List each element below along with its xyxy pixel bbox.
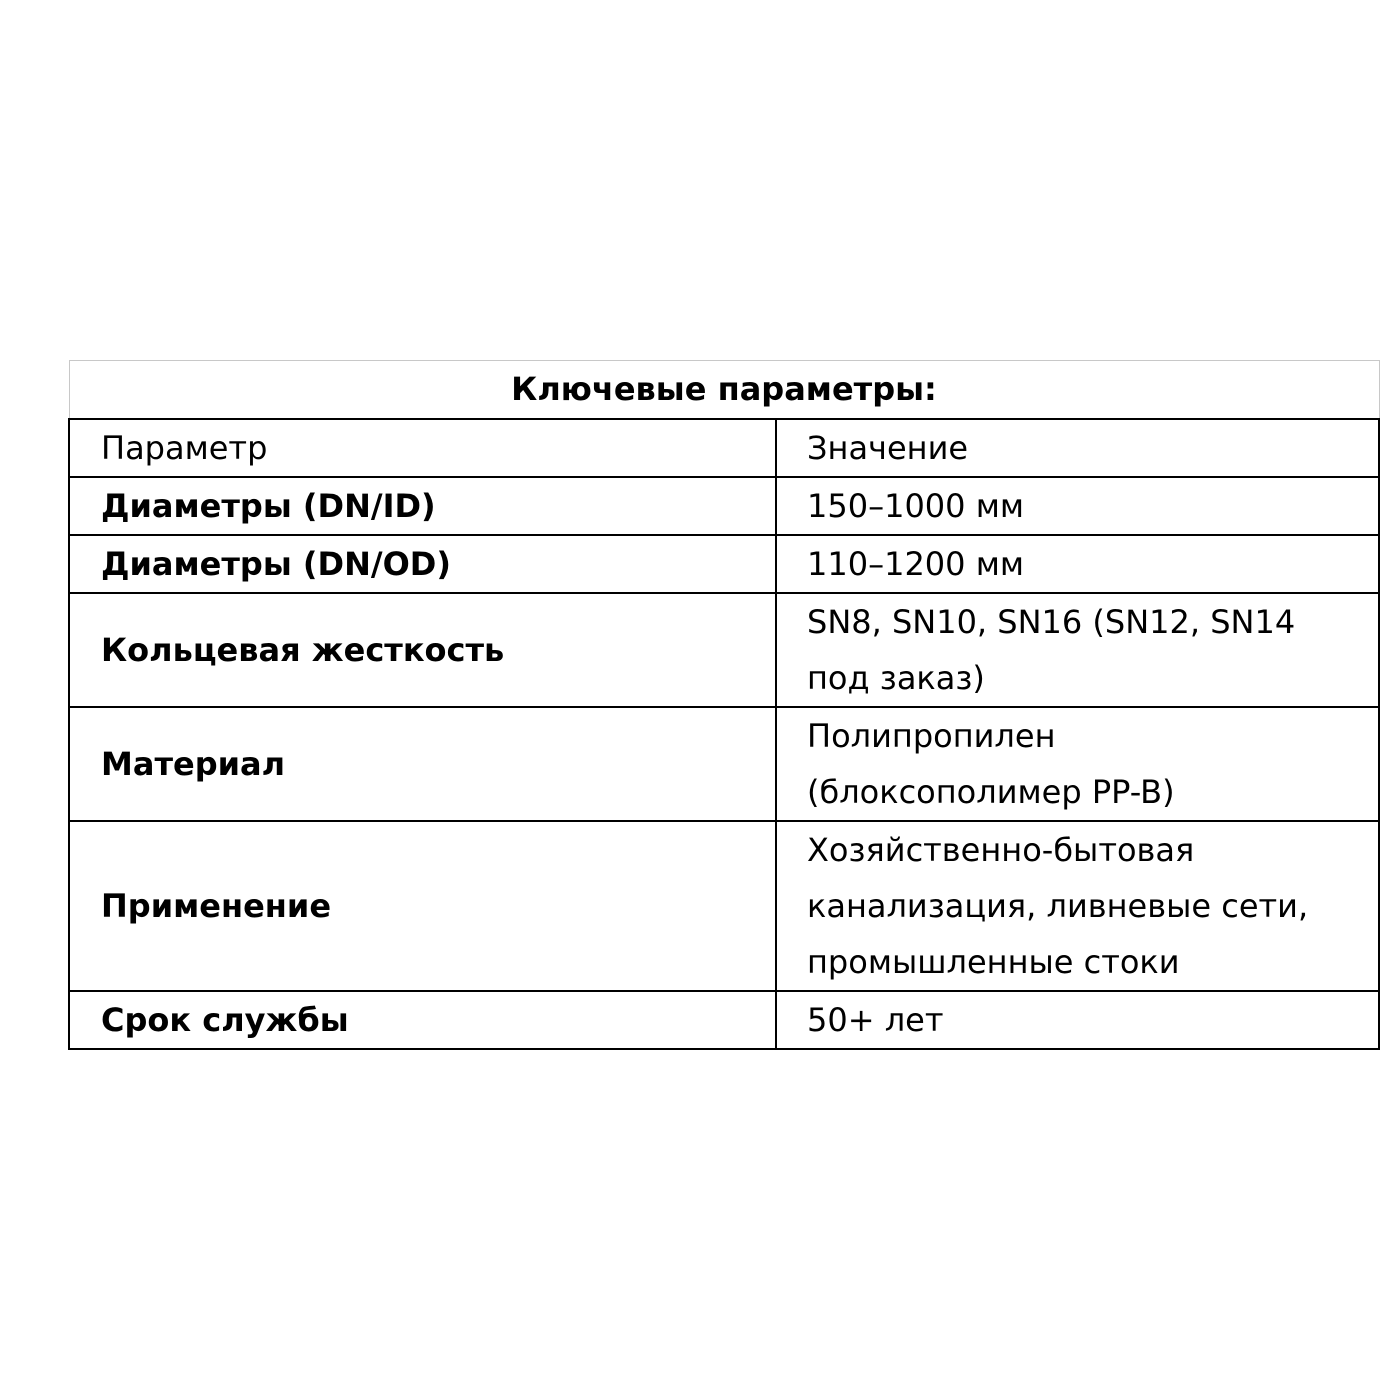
- param-value: [776, 593, 1379, 707]
- param-value: [776, 991, 1379, 1049]
- table-header-row: [69, 419, 1379, 477]
- param-name: Материал: [69, 707, 776, 821]
- column-header-value: Значение: [776, 419, 1379, 477]
- param-value-line: SN8, SN10, SN16 (SN12, SN14: [807, 602, 1296, 641]
- param-value-line: (блоксополимер PP-B): [807, 772, 1175, 811]
- table-row: [69, 593, 1379, 707]
- table-row: [69, 477, 1379, 535]
- table-row: [69, 821, 1379, 991]
- param-value: [776, 707, 1379, 821]
- table-row: [69, 707, 1379, 821]
- param-value-line: 50+ лет: [807, 1000, 944, 1039]
- param-value-line: 110–1200 мм: [807, 544, 1024, 583]
- param-value-line: 150–1000 мм: [807, 486, 1024, 525]
- param-value: [776, 821, 1379, 991]
- param-name: Диаметры (DN/ID): [69, 477, 776, 535]
- table-title: Ключевые параметры:: [69, 361, 1379, 419]
- param-value-line: Хозяйственно-бытовая: [807, 830, 1195, 869]
- param-name: Кольцевая жесткость: [69, 593, 776, 707]
- table-row: [69, 535, 1379, 593]
- column-header-param: Параметр: [69, 419, 776, 477]
- param-value: [776, 535, 1379, 593]
- key-parameters-table: [68, 360, 1380, 1050]
- param-value-line: промышленные стоки: [807, 942, 1180, 981]
- param-value-line: Полипропилен: [807, 716, 1056, 755]
- param-name: Применение: [69, 821, 776, 991]
- param-value: [776, 477, 1379, 535]
- param-name: Срок службы: [69, 991, 776, 1049]
- param-value-line: канализация, ливневые сети,: [807, 886, 1309, 925]
- param-value-line: под заказ): [807, 658, 985, 697]
- param-name: Диаметры (DN/OD): [69, 535, 776, 593]
- table-title-row: [69, 361, 1379, 419]
- table-row: [69, 991, 1379, 1049]
